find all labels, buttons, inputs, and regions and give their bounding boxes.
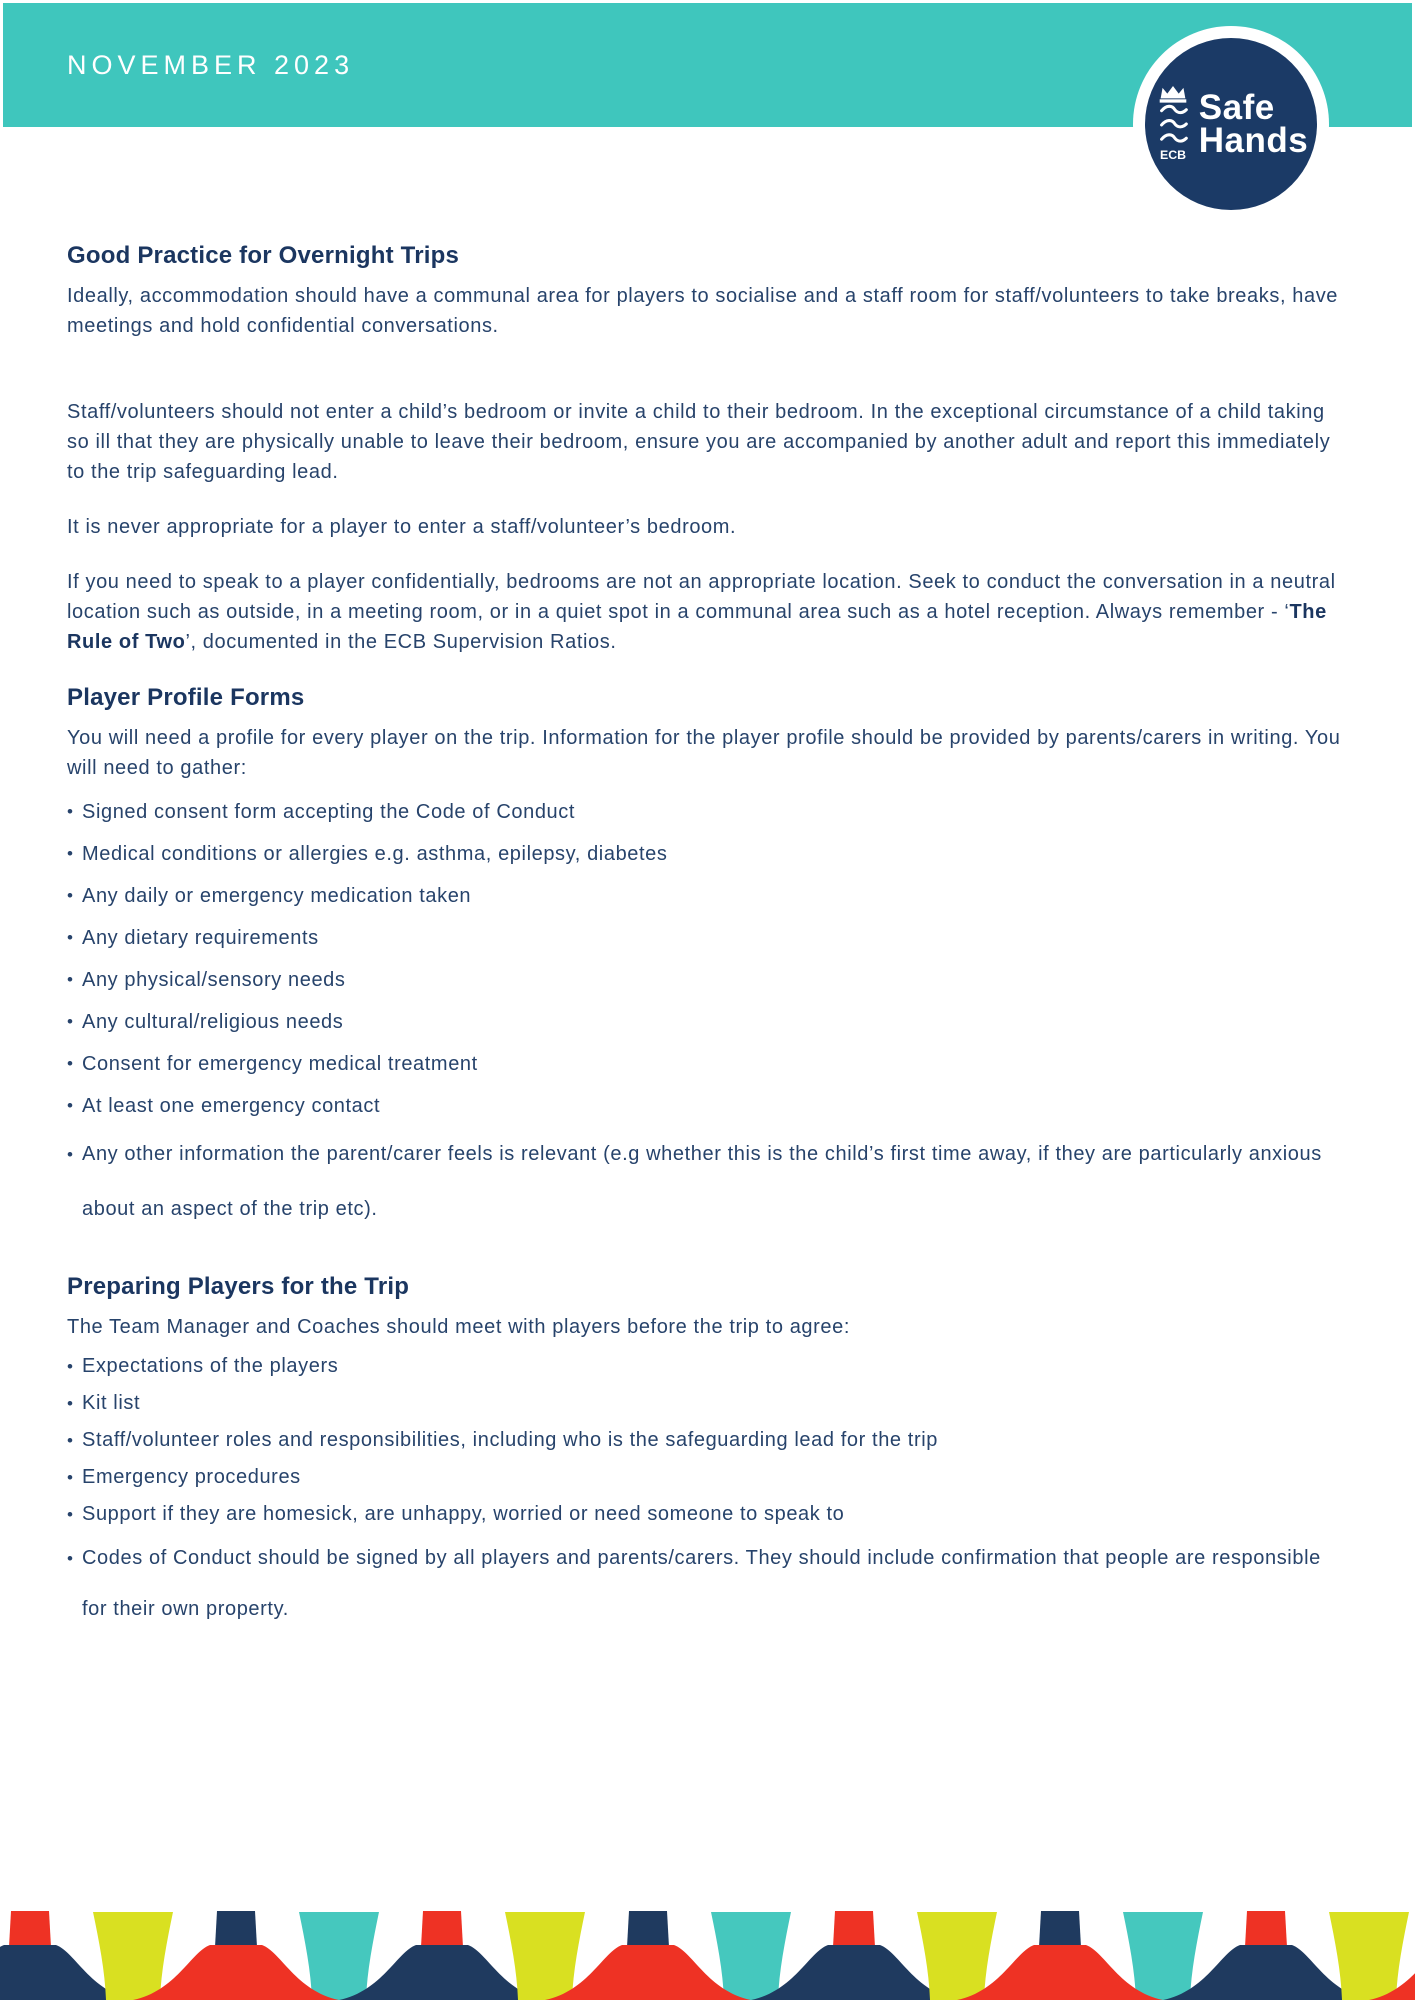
paragraph — [67, 567, 1352, 657]
section-heading: Good Practice for Overnight Trips — [67, 242, 460, 269]
list-item: • Kit list — [67, 1385, 1352, 1422]
logo-word-hands: Hands — [1198, 121, 1309, 160]
crest-ecb-text: ECB — [1159, 148, 1186, 163]
trip-preparation-list — [67, 1348, 1352, 1635]
section-good-practice — [67, 240, 1352, 657]
list-item: • Signed consent form accepting the Code of Conduct — [67, 791, 1352, 833]
paragraph: Ideally, accommodation should have a communal area for players to socialise and a staff room for staff/volunteers to take breaks, have meetings and hold confidential conversations. — [67, 285, 1339, 337]
list-item: • At least one emergency contact — [67, 1085, 1352, 1127]
crowd-pattern-band — [0, 1911, 1415, 2000]
logo-circle — [1145, 38, 1317, 210]
list-item: • Any physical/sensory needs — [67, 959, 1352, 1001]
rule-of-two-before: If you need to speak to a player confidentially, bedrooms are not an appropriate location. Seek to conduct the conversation in a neutral location such as outside, in a meeting room, or in a quiet spot in a communal area such as a hotel reception. Always remember - ‘ — [67, 571, 1336, 623]
profile-requirements-list — [67, 791, 1352, 1237]
section-heading: Player Profile Forms — [67, 684, 305, 711]
logo-word-safe: Safe — [1198, 88, 1275, 127]
section-heading: Preparing Players for the Trip — [67, 1273, 410, 1300]
list-item: • Codes of Conduct should be signed by all players and parents/carers. They should include confirmation that people are responsible for their own property. — [67, 1533, 1352, 1635]
rule-of-two-bold: The Rule of Two — [67, 601, 1327, 653]
document-body — [67, 240, 1352, 1635]
safe-hands-logo — [1133, 26, 1329, 222]
paragraph: Staff/volunteers should not enter a child’s bedroom or invite a child to their bedroom. In the exceptional circumstance of a child taking so ill that they are physically unable to leave their bedroom, ensure you are accompanied by another adult and report this immediately to the trip safeguarding lead. — [67, 401, 1331, 483]
list-item: • Any other information the parent/carer feels is relevant (e.g whether this is the child’s first time away, if they are particularly anxious about an aspect of the trip etc). — [67, 1127, 1352, 1237]
section-preparing-players — [67, 1271, 1352, 1635]
list-item: • Any daily or emergency medication taken — [67, 875, 1352, 917]
list-item: • Any dietary requirements — [67, 917, 1352, 959]
section-intro: The Team Manager and Coaches should meet with players before the trip to agree: — [67, 1316, 851, 1338]
list-item: • Medical conditions or allergies e.g. asthma, epilepsy, diabetes — [67, 833, 1352, 875]
ecb-crest-icon — [1154, 83, 1192, 165]
rule-of-two-after: ’, documented in the ECB Supervision Ratios. — [185, 631, 617, 653]
list-item: • Emergency procedures — [67, 1459, 1352, 1496]
logo-wordmark — [1198, 88, 1309, 160]
issue-date: NOVEMBER 2023 — [67, 49, 355, 80]
list-item: • Consent for emergency medical treatment — [67, 1043, 1352, 1085]
list-item: • Any cultural/religious needs — [67, 1001, 1352, 1043]
section-player-profile-forms — [67, 682, 1352, 1237]
list-item: • Expectations of the players — [67, 1348, 1352, 1385]
list-item: • Support if they are homesick, are unhappy, worried or need someone to speak to — [67, 1496, 1352, 1533]
list-item: • Staff/volunteer roles and responsibilities, including who is the safeguarding lead for the trip — [67, 1422, 1352, 1459]
paragraph: It is never appropriate for a player to enter a staff/volunteer’s bedroom. — [67, 516, 737, 538]
section-intro: You will need a profile for every player on the trip. Information for the player profile should be provided by parents/carers in writing. You will need to gather: — [67, 727, 1341, 779]
